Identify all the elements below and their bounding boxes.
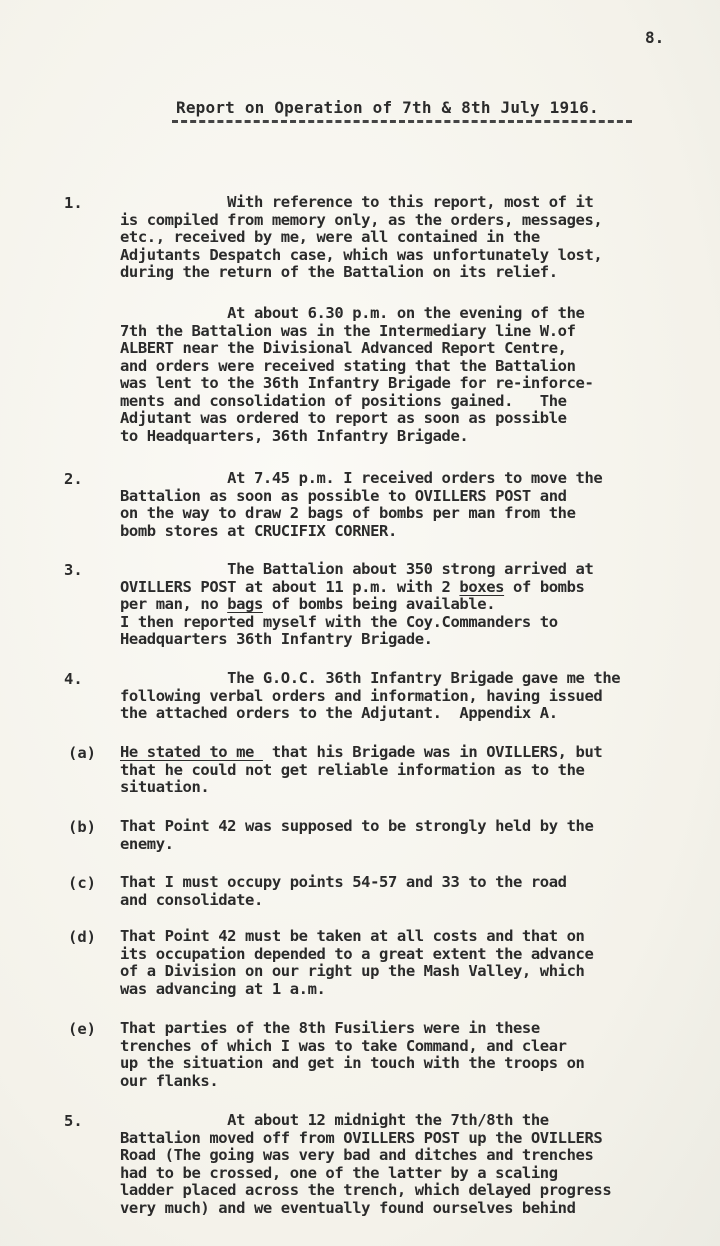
subparagraph-marker: (b)	[68, 818, 96, 836]
subparagraph-b: That Point 42 was supposed to be strongly held by the enemy.	[120, 817, 594, 853]
paragraph-number: 3.	[64, 561, 83, 579]
paragraph-4: The G.O.C. 36th Infantry Brigade gave me the following verbal orders and information, having issued the attached orders to the Adjutant. Appendix A.	[120, 669, 621, 722]
title-underline	[172, 120, 632, 123]
paragraph-3	[120, 561, 715, 649]
page-number: 8.	[645, 28, 665, 47]
paragraph-3-text: The Battalion about 350 strong arrived at OVILLERS POST at about 11 p.m. with 2	[120, 560, 594, 596]
paragraph-3-text: of bombs per man, no	[120, 577, 585, 613]
subparagraph-marker: (e)	[68, 1020, 96, 1038]
underlined-word: bags	[227, 595, 263, 613]
subparagraph-a	[120, 744, 715, 797]
underlined-phrase: He stated to me	[120, 743, 263, 761]
subparagraph-a-text: that his Brigade was in OVILLERS, but that he could not get reliable information as to the situation.	[120, 743, 603, 796]
paragraph-number: 4.	[64, 670, 83, 688]
underlined-word: boxes	[459, 577, 505, 596]
subparagraph-marker: (a)	[68, 744, 96, 762]
document-title: Report on Operation of 7th & 8th July 1916.	[176, 98, 599, 117]
paragraph-1: With reference to this report, most of it is compiled from memory only, as the orders, messages, etc., received by me, were all contained in the Adjutants Despatch case, which was unfortunately lost, during the return of the Battalion on its relief.	[120, 193, 603, 281]
paragraph-2: At 7.45 p.m. I received orders to move the Battalion as soon as possible to OVILLERS POST and on the way to draw 2 bags of bombs per man from the bomb stores at CRUCIFIX CORNER.	[120, 469, 603, 540]
paragraph-number: 1.	[64, 194, 83, 212]
subparagraph-d: That Point 42 must be taken at all costs and that on its occupation depended to a great extent the advance of a Division on our right up the Mash Valley, which was advancing at 1 a.m.	[120, 927, 594, 998]
subparagraph-marker: (d)	[68, 928, 96, 946]
paragraph-3-text: of bombs being available. I then reported myself with the Coy.Commanders to Headquarters 36th Infantry Brigade.	[120, 595, 558, 648]
paragraph-5: At about 12 midnight the 7th/8th the Battalion moved off from OVILLERS POST up the OVILLERS Road (The going was very bad and ditches and trenches had to be crossed, one of the latter by a scaling ladder placed across the trench, which delayed progress very much) and we eventually found ourselves behind	[120, 1111, 612, 1217]
paragraph-1-continued: At about 6.30 p.m. on the evening of the 7th the Battalion was in the Intermediary line W.of ALBERT near the Divisional Advanced Report Centre, and orders were received stating that the Battalion was lent to the 36th Infantry Brigade for re-inforce- ments and consolidation of positions gained. The Adjutant was ordered to report as soon as possible to Headquarters, 36th Infantry Brigade.	[120, 304, 594, 445]
subparagraph-c: That I must occupy points 54-57 and 33 to the road and consolidate.	[120, 873, 567, 909]
subparagraph-marker: (c)	[68, 874, 96, 892]
paragraph-number: 2.	[64, 470, 83, 488]
paragraph-number: 5.	[64, 1112, 83, 1130]
subparagraph-e: That parties of the 8th Fusiliers were in these trenches of which I was to take Command, and clear up the situation and get in touch with the troops on our flanks.	[120, 1019, 585, 1090]
